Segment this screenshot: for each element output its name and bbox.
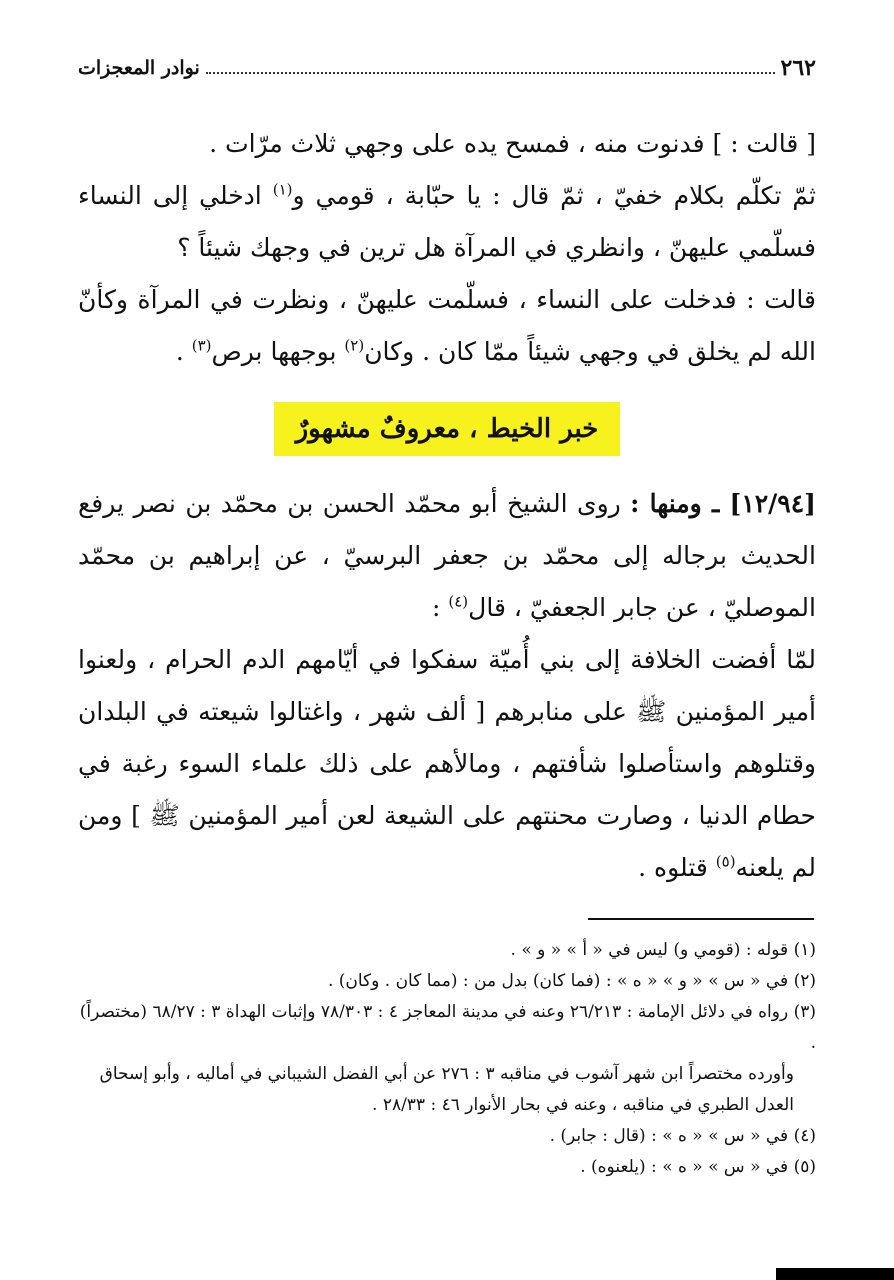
footnote-ref-3[interactable]: (٣): [191, 336, 212, 355]
paragraph-4-text-b: :: [432, 593, 449, 622]
paragraph-5-text-b: قتلوه .: [638, 853, 716, 882]
running-header: [78, 50, 816, 86]
footnote-separator: [588, 918, 814, 920]
footnote-1: (١) قوله : (قومي و) ليس في « أ » « و » .: [510, 940, 816, 960]
paragraph-5-text-a: لمّا أفضت الخلافة إلى بني أُميّة سفكوا في أيّامهم الدم الحرام ، ولعنوا أمير المؤمنين ﷺ على منابرهم [ ألف شهر ، واغتالوا شيعته في البلدان وقتلوهم واستأصلوا شأفتهم ، ومالأهم على ذلك علماء السوء رغبة في حطام الدنيا ، وصارت محنتهم على الشيعة لعن أمير المؤمنين ﷺ ] ومن لم يلعنه: [78, 645, 816, 882]
page-number: ٢٦٢: [780, 55, 816, 81]
footnote-ref-1[interactable]: (١): [272, 180, 293, 199]
header-dot-leader: [206, 62, 775, 74]
paragraph-3-text-b: بوجهها برص: [211, 337, 345, 366]
footnote-ref-5[interactable]: (٥): [715, 852, 736, 871]
footnote-ref-4[interactable]: (٤): [448, 592, 469, 611]
footnote-5: (٥) في « س » « ه » : (يلعنوه) .: [580, 1157, 816, 1177]
footnote-ref-2[interactable]: (٢): [344, 336, 365, 355]
paragraph-3: [78, 274, 816, 378]
paragraph-5: [78, 634, 816, 894]
running-title: نوادر المعجزات: [78, 57, 200, 79]
section-heading-wrap: [78, 402, 816, 456]
paragraph-2-text-b: ادخلي إلى النساء فسلّمي عليهنّ ، وانظري في المرآة هل ترين في وجهك شيئاً ؟: [78, 181, 816, 262]
footnote-4: (٤) في « س » « ه » : (قال : جابر) .: [549, 1126, 816, 1146]
paragraph-2-text-a: ثمّ تكلّم بكلام خفيّ ، ثمّ قال : يا حبّابة ، قومي و: [292, 181, 817, 210]
paragraph-3-text-c: .: [175, 337, 192, 366]
hadith-number: [١٢/٩٤] ـ ومنها :: [630, 489, 816, 518]
footnotes: [78, 935, 816, 1183]
footnote-3: (٣) رواه في دلائل الإمامة : ٢٦/٢١٣ وعنه في مدينة المعاجز ٤ : ٧٨/٣٠٣ وإثبات الهداة ٣ : ٦٨/٢٧ (مختصراً) .: [79, 1002, 816, 1053]
footnote-2: (٢) في « س » « و » « ه » : (فما كان) بدل من : (مما كان . وكان) .: [327, 971, 816, 991]
paragraph-1-text: [ قالت : ] فدنوت منه ، فمسح يده على وجهي ثلاث مرّات .: [209, 129, 816, 158]
main-text: [78, 118, 816, 894]
paragraph-3-text-a: قالت : فدخلت على النساء ، فسلّمت عليهنّ ، ونظرت في المرآة وكأنّ الله لم يخلق في وجهي شيئاً ممّا كان . وكان: [78, 285, 816, 366]
paragraph-2: [78, 170, 816, 274]
footnote-3-continued: وأورده مختصراً ابن شهر آشوب في مناقبه ٣ : ٢٧٦ عن أبي الفضل الشيباني في أماليه ، وأبو إسحاق العدل الطبري في مناقبه ، وعنه في بحار الأنوار ٤٦ : ٢٨/٣٣ .: [99, 1064, 794, 1115]
paragraph-1: [78, 118, 816, 170]
scan-edge-mark: [776, 1268, 894, 1280]
paragraph-4: [78, 478, 816, 634]
section-heading: خبر الخيط ، معروفٌ مشهورٌ: [274, 402, 621, 456]
paragraph-4-text-a: روى الشيخ أبو محمّد الحسن بن محمّد بن نصر يرفع الحديث برجاله إلى محمّد بن جعفر البرسيّ ، عن إبراهيم بن محمّد الموصليّ ، عن جابر الجعفيّ ، قال: [78, 489, 816, 622]
